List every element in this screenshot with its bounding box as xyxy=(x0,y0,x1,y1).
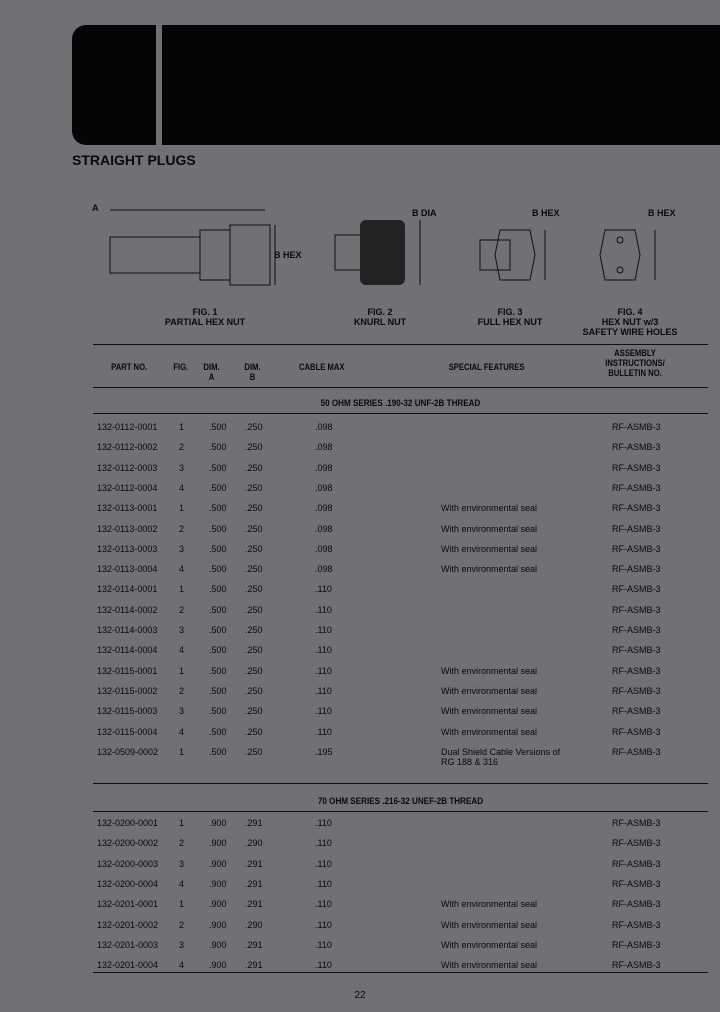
cell-fig: 1 xyxy=(179,422,185,432)
header-text: A xyxy=(208,372,215,382)
header-dim-b xyxy=(244,362,260,382)
header-part-no: PART NO. xyxy=(111,362,148,372)
cell-fig: 4 xyxy=(179,564,185,575)
cell-dim-b: .291 xyxy=(245,818,263,828)
cell-fig: 3 xyxy=(179,543,185,554)
cell-dim-a: .500 xyxy=(209,645,227,656)
fig4-dim: B HEX xyxy=(648,208,676,218)
fig3-caption xyxy=(460,307,560,327)
cell-fig: 4 xyxy=(179,482,185,493)
cell-dim-a: .500 xyxy=(209,543,227,554)
cell-part-no: 132-0200-0001 xyxy=(97,818,159,828)
cell-part-no: 132-0112-0004 xyxy=(97,482,158,493)
cell-bulletin-no: RF-ASMB-3 xyxy=(612,625,661,635)
fig2-caption xyxy=(330,307,430,327)
cell-cable-max: .110 xyxy=(315,919,332,930)
cell-dim-a: .900 xyxy=(209,960,227,971)
cell-dim-b: .291 xyxy=(245,960,263,971)
cell-part-no: 132-0201-0001 xyxy=(97,899,159,910)
table-row xyxy=(97,879,707,897)
cell-dim-b: .250 xyxy=(245,543,263,554)
cell-bulletin-no: RF-ASMB-3 xyxy=(612,899,661,910)
cell-cable-max: .098 xyxy=(315,543,333,554)
cell-fig: 1 xyxy=(179,665,185,676)
cell-bulletin-no: RF-ASMB-3 xyxy=(612,939,661,950)
cell-fig: 3 xyxy=(179,462,185,473)
cell-dim-b: .250 xyxy=(245,665,263,676)
cell-special-features: With environmental seal xyxy=(441,503,538,514)
header-text: DIM. xyxy=(244,362,261,372)
cell-dim-a: .500 xyxy=(209,625,227,635)
cell-dim-a: .500 xyxy=(209,665,227,676)
table-row xyxy=(97,625,707,643)
fig3-full-hex-nut-drawing xyxy=(475,225,565,290)
cell-bulletin-no: RF-ASMB-3 xyxy=(612,818,661,828)
cell-cable-max: .110 xyxy=(315,878,332,889)
cell-bulletin-no: RF-ASMB-3 xyxy=(612,685,661,696)
cell-part-no: 132-0112-0002 xyxy=(97,442,158,453)
fig-name: PARTIAL HEX NUT xyxy=(164,317,246,327)
table-row xyxy=(97,899,707,917)
cell-cable-max: .110 xyxy=(315,838,332,849)
fig3-dim: B HEX xyxy=(532,208,560,218)
fig-label: FIG. 3 xyxy=(497,307,523,317)
cell-dim-a: .500 xyxy=(209,482,227,493)
cell-cable-max: .098 xyxy=(315,482,333,493)
cell-part-no: 132-0201-0002 xyxy=(97,919,159,930)
cell-bulletin-no: RF-ASMB-3 xyxy=(612,746,661,757)
table-row xyxy=(97,503,707,521)
table-row xyxy=(97,686,707,704)
cell-fig: 3 xyxy=(179,625,185,635)
fig2-dim: B DIA xyxy=(412,208,437,218)
table-row xyxy=(97,666,707,684)
table-row xyxy=(97,838,707,856)
cell-bulletin-no: RF-ASMB-3 xyxy=(612,584,661,595)
cell-part-no: 132-0114-0002 xyxy=(97,604,158,615)
header-text: DIM. xyxy=(203,362,220,372)
cell-part-no: 132-0201-0004 xyxy=(97,960,159,971)
cell-cable-max: .110 xyxy=(315,960,332,971)
cell-cable-max: .098 xyxy=(315,442,333,453)
cell-cable-max: .098 xyxy=(315,462,333,473)
cell-dim-a: .500 xyxy=(209,564,227,575)
cell-dim-a: .500 xyxy=(209,523,227,534)
header-text: BULLETIN NO. xyxy=(608,368,662,378)
cell-part-no: 132-0113-0002 xyxy=(97,523,158,534)
table-row xyxy=(97,463,707,481)
cell-cable-max: .098 xyxy=(315,503,333,514)
divider xyxy=(93,783,708,784)
cell-bulletin-no: RF-ASMB-3 xyxy=(612,442,661,453)
cell-bulletin-no: RF-ASMB-3 xyxy=(612,919,661,930)
divider xyxy=(93,387,708,388)
page-number: 22 xyxy=(354,990,366,1001)
cell-cable-max: .110 xyxy=(315,604,332,615)
cell-fig: 3 xyxy=(179,939,185,950)
cell-part-no: 132-0113-0003 xyxy=(97,543,158,554)
cell-bulletin-no: RF-ASMB-3 xyxy=(612,706,661,717)
fig1-caption xyxy=(150,307,260,327)
cell-cable-max: .098 xyxy=(315,523,333,534)
cell-part-no: 132-0113-0004 xyxy=(97,564,158,575)
cell-cable-max: .110 xyxy=(315,726,332,737)
cell-bulletin-no: RF-ASMB-3 xyxy=(612,482,661,493)
header-fig: FIG. xyxy=(173,362,189,372)
table-row xyxy=(97,940,707,958)
divider xyxy=(93,811,708,812)
cell-special-features: With environmental seal xyxy=(441,960,538,971)
cell-special-features: With environmental seal xyxy=(441,564,538,575)
cell-dim-a: .900 xyxy=(209,939,227,950)
cell-fig: 2 xyxy=(179,604,185,615)
cell-cable-max: .110 xyxy=(315,625,332,635)
table-row xyxy=(97,422,707,440)
cell-dim-a: .900 xyxy=(209,858,227,869)
cell-special-features: With environmental seal xyxy=(441,939,538,950)
cell-dim-a: .900 xyxy=(209,818,227,828)
cell-bulletin-no: RF-ASMB-3 xyxy=(612,645,661,656)
cell-bulletin-no: RF-ASMB-3 xyxy=(612,960,661,971)
header-dim-a xyxy=(203,362,219,382)
cell-bulletin-no: RF-ASMB-3 xyxy=(612,503,661,514)
cell-dim-b: .291 xyxy=(245,939,263,950)
cell-dim-a: .500 xyxy=(209,685,227,696)
cell-bulletin-no: RF-ASMB-3 xyxy=(612,604,661,615)
cell-part-no: 132-0200-0003 xyxy=(97,858,159,869)
table-row xyxy=(97,727,707,745)
table-row xyxy=(97,442,707,460)
cell-dim-b: .250 xyxy=(245,746,263,757)
cell-dim-b: .250 xyxy=(245,564,263,575)
cell-fig: 1 xyxy=(179,818,185,828)
cell-bulletin-no: RF-ASMB-3 xyxy=(612,543,661,554)
table-row xyxy=(97,818,707,836)
cell-fig: 2 xyxy=(179,442,185,453)
header-text: B xyxy=(249,372,256,382)
divider xyxy=(93,344,708,345)
cell-dim-b: .250 xyxy=(245,503,263,514)
cell-bulletin-no: RF-ASMB-3 xyxy=(612,878,661,889)
cell-part-no: 132-0114-0003 xyxy=(97,625,158,635)
cell-dim-b: .250 xyxy=(245,523,263,534)
cell-part-no: 132-0114-0004 xyxy=(97,645,158,656)
cell-dim-a: .500 xyxy=(209,503,227,514)
cell-dim-a: .500 xyxy=(209,706,227,717)
cell-part-no: 132-0200-0002 xyxy=(97,838,159,849)
cell-dim-a: .500 xyxy=(209,422,227,432)
cell-part-no: 132-0112-0001 xyxy=(97,422,158,432)
cell-fig: 4 xyxy=(179,878,185,889)
cell-part-no: 132-0201-0003 xyxy=(97,939,159,950)
cell-special-features: With environmental seal xyxy=(441,726,538,737)
cell-special-features: Dual Shield Cable Versions of RG 188 & 316 xyxy=(441,746,561,767)
header-text: INSTRUCTIONS/ xyxy=(605,358,665,368)
cell-dim-b: .290 xyxy=(245,838,263,849)
cell-part-no: 132-0113-0001 xyxy=(97,503,158,514)
cell-cable-max: .110 xyxy=(315,665,332,676)
header-cable-max: CABLE MAX xyxy=(299,362,345,372)
cell-cable-max: .110 xyxy=(315,685,332,696)
table-row xyxy=(97,960,707,978)
cell-special-features: With environmental seal xyxy=(441,899,538,910)
table-row xyxy=(97,859,707,877)
cell-dim-a: .500 xyxy=(209,442,227,453)
header-band-left xyxy=(72,25,156,145)
cell-fig: 1 xyxy=(179,584,185,595)
section-title-50-ohm: 50 OHM SERIES .190-32 UNF-2B THREAD xyxy=(320,398,481,408)
cell-fig: 4 xyxy=(179,960,185,971)
divider xyxy=(93,413,708,414)
table-row xyxy=(97,605,707,623)
cell-fig: 1 xyxy=(179,746,185,757)
cell-part-no: 132-0115-0004 xyxy=(97,726,158,737)
header-assembly xyxy=(605,348,665,378)
cell-bulletin-no: RF-ASMB-3 xyxy=(612,726,661,737)
cell-dim-b: .250 xyxy=(245,706,263,717)
cell-special-features: With environmental seal xyxy=(441,685,538,696)
cell-dim-b: .250 xyxy=(245,442,263,453)
cell-special-features: With environmental seal xyxy=(441,523,538,534)
cell-fig: 3 xyxy=(179,706,185,717)
fig1-dim-b: B HEX xyxy=(274,250,302,260)
cell-part-no: 132-0112-0003 xyxy=(97,462,158,473)
cell-part-no: 132-0200-0004 xyxy=(97,878,159,889)
cell-fig: 3 xyxy=(179,858,185,869)
cell-special-features: With environmental seal xyxy=(441,543,538,554)
cell-dim-b: .250 xyxy=(245,584,263,595)
cell-dim-a: .500 xyxy=(209,462,227,473)
cell-bulletin-no: RF-ASMB-3 xyxy=(612,422,661,432)
cell-fig: 2 xyxy=(179,838,185,849)
cell-dim-a: .900 xyxy=(209,838,227,849)
cell-part-no: 132-0115-0001 xyxy=(97,665,158,676)
fig-name: FULL HEX NUT xyxy=(477,317,543,327)
cell-cable-max: .110 xyxy=(315,858,332,869)
fig-name: HEX NUT w/3 xyxy=(601,317,659,327)
cell-fig: 4 xyxy=(179,645,185,656)
header-band-right xyxy=(162,25,720,145)
cell-bulletin-no: RF-ASMB-3 xyxy=(612,665,661,676)
fig4-hex-nut-safety-wire-drawing xyxy=(595,225,685,290)
fig-label: FIG. 2 xyxy=(367,307,393,317)
table-row xyxy=(97,524,707,542)
cell-bulletin-no: RF-ASMB-3 xyxy=(612,523,661,534)
cell-bulletin-no: RF-ASMB-3 xyxy=(612,858,661,869)
cell-part-no: 132-0114-0001 xyxy=(97,584,158,595)
cell-cable-max: .098 xyxy=(315,422,333,432)
fig-name: KNURL NUT xyxy=(353,317,407,327)
cell-cable-max: .098 xyxy=(315,564,333,575)
header-special-features: SPECIAL FEATURES xyxy=(448,362,525,372)
cell-dim-b: .250 xyxy=(245,645,263,656)
cell-dim-b: .250 xyxy=(245,462,263,473)
table-row xyxy=(97,544,707,562)
cell-dim-b: .250 xyxy=(245,726,263,737)
cell-dim-a: .500 xyxy=(209,584,227,595)
cell-cable-max: .195 xyxy=(315,746,333,757)
table-row xyxy=(97,747,707,765)
table-row xyxy=(97,584,707,602)
cell-cable-max: .110 xyxy=(315,645,332,656)
cell-fig: 2 xyxy=(179,685,185,696)
cell-cable-max: .110 xyxy=(315,899,332,910)
cell-special-features: With environmental seal xyxy=(441,706,538,717)
table-row xyxy=(97,483,707,501)
cell-dim-a: .900 xyxy=(209,878,227,889)
cell-cable-max: .110 xyxy=(315,706,332,717)
table-row xyxy=(97,920,707,938)
cell-dim-a: .500 xyxy=(209,726,227,737)
fig1-dim-a: A xyxy=(92,203,99,213)
cell-dim-b: .291 xyxy=(245,878,263,889)
divider xyxy=(93,972,708,973)
cell-cable-max: .110 xyxy=(315,584,332,595)
table-row xyxy=(97,645,707,663)
cell-special-features: With environmental seal xyxy=(441,665,538,676)
header-text: ASSEMBLY xyxy=(614,348,656,358)
cell-dim-b: .250 xyxy=(245,625,263,635)
cell-special-features: With environmental seal xyxy=(441,919,538,930)
cell-part-no: 132-0115-0003 xyxy=(97,706,158,717)
fig2-knurl-nut-drawing xyxy=(330,215,430,290)
fig-label: FIG. 4 xyxy=(617,307,643,317)
table-row xyxy=(97,564,707,582)
fig4-caption xyxy=(570,307,690,337)
page-title: STRAIGHT PLUGS xyxy=(72,152,196,168)
cell-fig: 2 xyxy=(179,523,185,534)
cell-fig: 1 xyxy=(179,503,185,514)
cell-part-no: 132-0509-0002 xyxy=(97,746,159,757)
cell-dim-b: .291 xyxy=(245,858,263,869)
cell-dim-a: .900 xyxy=(209,919,227,930)
cell-dim-b: .250 xyxy=(245,482,263,493)
fig1-partial-hex-nut-drawing xyxy=(95,200,295,290)
cell-fig: 4 xyxy=(179,726,185,737)
cell-fig: 1 xyxy=(179,899,185,910)
cell-dim-b: .250 xyxy=(245,604,263,615)
cell-cable-max: .110 xyxy=(315,818,332,828)
cell-dim-b: .290 xyxy=(245,919,263,930)
cell-dim-a: .500 xyxy=(209,746,227,757)
fig-name-2: SAFETY WIRE HOLES xyxy=(582,327,678,337)
table-row xyxy=(97,706,707,724)
cell-dim-a: .500 xyxy=(209,604,227,615)
cell-fig: 2 xyxy=(179,919,185,930)
cell-bulletin-no: RF-ASMB-3 xyxy=(612,838,661,849)
cell-bulletin-no: RF-ASMB-3 xyxy=(612,564,661,575)
cell-part-no: 132-0115-0002 xyxy=(97,685,158,696)
cell-dim-b: .250 xyxy=(245,422,263,432)
cell-cable-max: .110 xyxy=(315,939,332,950)
cell-dim-a: .900 xyxy=(209,899,227,910)
cell-bulletin-no: RF-ASMB-3 xyxy=(612,462,661,473)
section-title-70-ohm: 70 OHM SERIES .216-32 UNEF-2B THREAD xyxy=(317,796,484,806)
cell-dim-b: .250 xyxy=(245,685,263,696)
cell-dim-b: .291 xyxy=(245,899,263,910)
fig-label: FIG. 1 xyxy=(192,307,218,317)
